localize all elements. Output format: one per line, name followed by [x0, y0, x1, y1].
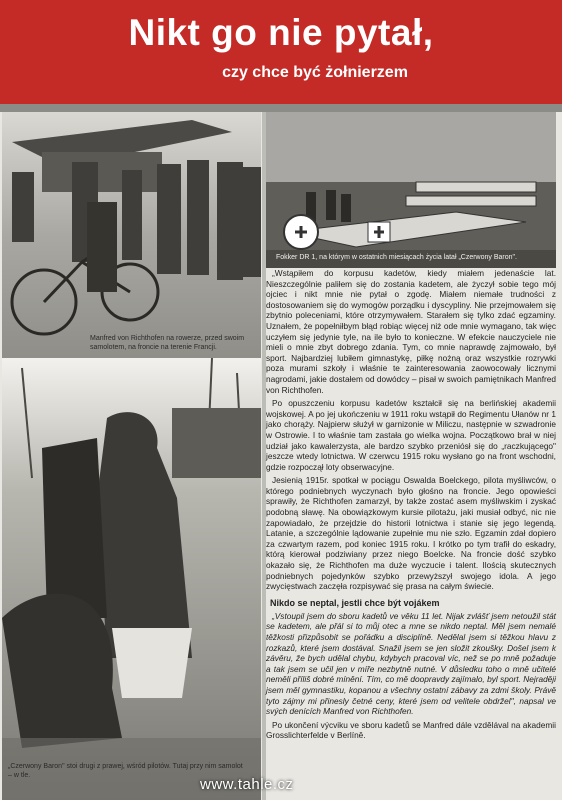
watermark: www.tahle.cz	[200, 776, 294, 793]
frame-divider	[0, 104, 562, 112]
poster-subtitle: czy chce być żołnierzem	[222, 64, 408, 81]
photo-triplane	[266, 112, 556, 268]
photo-pilots-caption: „Czerwony Baron" stoi drugi z prawej, wśród pilotów. Tutaj przy nim samolot – w tle.	[8, 763, 243, 779]
photo-bicycle	[2, 112, 261, 358]
polish-paragraph-3: Jesienią 1915r. spotkał w pociągu Oswalda Boelckego, pilota myśliwców, o którego podniebnych wyczynach było głośno na froncie. Jego opowieści sprawiły, że Richthofen zamarzył, by także zostać asem myśliwskim i zyskać podobną sławę. Na obowiązkowym kursie pilotażu, jaki musiał odbyć, nic nie zapowiadało, że przejdzie do historii lotnictwa i stanie się jego legendą. Latanie, a szczególnie lądowanie zupełnie mu nie szło. Egzamin zdał dopiero za czwartym razem, pod koniec 1915 roku. I krótko po tym trafił do eskadry, którą kierował podziwiany przez niego Boelcke. Na froncie dość szybko okazało się, że Richthofen ma duże wyczucie i talent. Ilością skutecznych podniebnych pojedynków szybko przewyższył swojego idola. A jego zwycięstwach zaczęła rozpisywać się prasa na całym świecie.	[266, 475, 556, 592]
poster-title: Nikt go nie pytał,	[128, 12, 434, 53]
photo-triplane-caption: Fokker DR 1, na którym w ostatnich miesiącach życia latał „Czerwony Baron".	[276, 254, 517, 261]
polish-paragraph-1: „Wstąpiłem do korpusu kadetów, kiedy miałem jedenaście lat. Nieszczególnie paliłem się do zostania kadetem, ale życzył sobie tego mój ojciec i nikt mnie nie pytał o zgodę. Miałem niemałe trudności z dostosowaniem się do wymogów porządku i dyscypliny. Nie przejmowałem się zbytnio poleceniami, które otrzymywałem. Starałem się tylko zdać egzaminy. Uznałem, że popełniłbym błąd robiąc więcej niż ode mnie wymagano, tak więc uczyłem się jedynie tyle, na ile było to konieczne. W efekcie nauczyciele nie mieli o mnie zbyt dobrego zdania. Tym, co mnie naprawdę zajmowało, był sport. Najbardziej lubiłem gimnastykę, piłkę nożną oraz wszystkie rozrywki poza murami szkoły i właśnie te zainteresowania zaowocowały licznymi nagrodami, jakie dostałem od dowódcy – pisał w swoich pamiętnikach Manfred von Richthofen.	[266, 268, 556, 395]
czech-paragraph-1: „Vstoupil jsem do sboru kadetů ve věku 11 let. Nijak zvlášť jsem netoužil stát se kadetem, ale přál si to můj otec a mne se nikdo neptal. Měl jsem nemalé těžkosti přizpůsobit se pořádku a disciplíně. Nedělal jsem si těžkou hlavu z rozkazů, které jsem dostával. Snažil jsem se jen složit zkoušky. Došel jsem k závěru, že bych udělal chybu, kdybych pracoval víc, než se po mně požaduje a tak jsem se učil jen v míře nezbytně nutné. V důsledku toho o mně učitelé neměli příliš dobré mínění. Tím, co mě doopravdy zajímalo, byl sport. Nejraději jsem měl gymnastiku, kopanou a všechny ostatní zábavy za zdmi školy. Právě tyto zájmy mi přinesly četné ceny, které jsem od velitele obdržel", napsal ve svých denících Manfred von Richthofen.	[266, 610, 556, 717]
polish-paragraph-2: Po opuszczeniu korpusu kadetów kształcił się na berlińskiej akademii wojskowej. A po jej ukończeniu w 1911 roku wstąpił do Regimentu Ułanów nr 1 jako chorąży. Najpierw służył w garnizonie w Miliczu, następnie w szwadronie w Ostrowie. I to właśnie tam zastała go wielka wojna. Początkowo brał w niej udział jako kawalerzysta, ale bardzo szybko przeniósł się do „raczkującego" jeszcze wtedy lotnictwa. W czerwcu 1915 roku wysłano go na front wschodni, gdzie rozpoczął loty obserwacyjne.	[266, 398, 556, 472]
text-column	[266, 268, 556, 744]
czech-paragraph-2: Po ukončení výcviku ve sboru kadetů se Manfred dále vzdělával na akademii Grosslichterfelde v Berlíně.	[266, 719, 556, 741]
czech-heading: Nikdo se neptal, jestli chce být vojákem	[270, 597, 440, 608]
photo-pilots	[2, 358, 261, 800]
photo-bicycle-caption: Manfred von Richthofen na rowerze, przed swoim samolotem, na froncie na terenie Francji.	[90, 335, 245, 351]
header-banner	[0, 0, 562, 104]
